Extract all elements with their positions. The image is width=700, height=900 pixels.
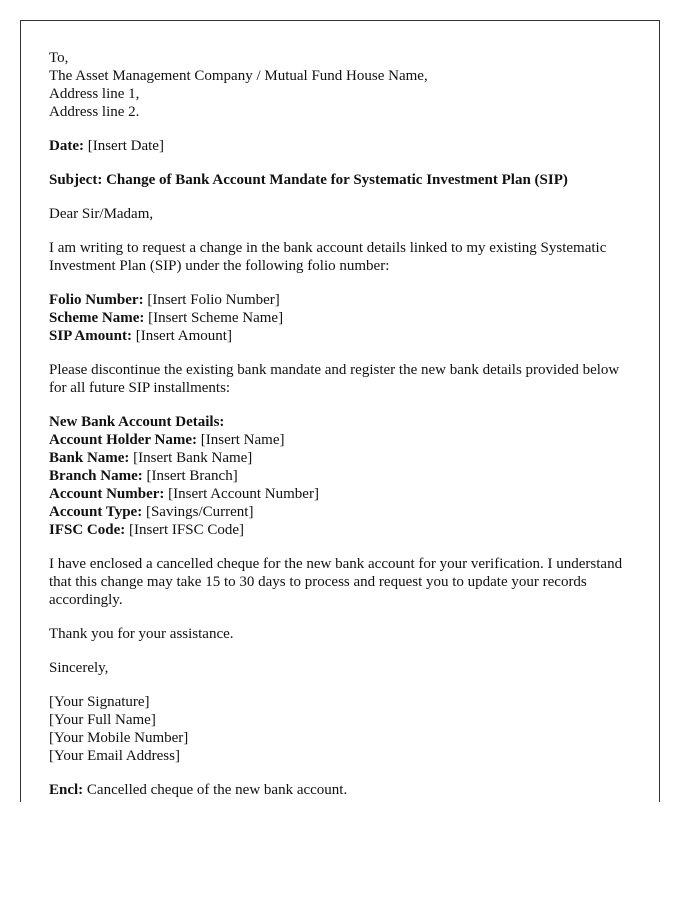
subject-line [49, 171, 631, 189]
greeting: Dear Sir/Madam, [49, 206, 154, 222]
detail-value: [Savings/Current] [142, 504, 254, 520]
detail-label: Folio Number: [49, 292, 144, 308]
bank-details [49, 413, 631, 539]
detail-value: [Insert IFSC Code] [125, 522, 245, 538]
detail-row [49, 309, 631, 327]
detail-row [49, 485, 631, 503]
date-label: Date: [49, 138, 84, 154]
subject-text: Subject: Change of Bank Account Mandate for Systematic Investment Plan (SIP) [49, 172, 568, 188]
date-value: [Insert Date] [83, 138, 164, 154]
detail-row [49, 449, 631, 467]
intro-paragraph: I am writing to request a change in the bank account details linked to my existing Systematic Investment Plan (SIP) under the following folio number: [49, 240, 607, 274]
bank-heading: New Bank Account Details: [49, 414, 225, 430]
thanks-line: Thank you for your assistance. [49, 626, 234, 642]
detail-row [49, 291, 631, 309]
detail-value: [Insert Scheme Name] [144, 310, 284, 326]
detail-label: Account Number: [49, 486, 165, 502]
letter-page [20, 20, 660, 802]
signature-line: [Your Email Address] [49, 748, 180, 764]
detail-value: [Insert Amount] [131, 328, 232, 344]
recipient-block [49, 49, 631, 121]
detail-label: IFSC Code: [49, 522, 126, 538]
signature-line: [Your Full Name] [49, 712, 156, 728]
signature-line: [Your Mobile Number] [49, 730, 189, 746]
detail-row [49, 327, 631, 345]
detail-row [49, 521, 631, 539]
detail-value: [Insert Folio Number] [143, 292, 280, 308]
detail-row [49, 431, 631, 449]
signature-line: [Your Signature] [49, 694, 150, 710]
detail-value: [Insert Account Number] [164, 486, 319, 502]
detail-row [49, 467, 631, 485]
recipient-line: The Asset Management Company / Mutual Fund House Name, [49, 68, 428, 84]
closing-line: Sincerely, [49, 660, 109, 676]
detail-label: Bank Name: [49, 450, 130, 466]
recipient-salutation: To, [49, 50, 69, 66]
request-paragraph: Please discontinue the existing bank mandate and register the new bank details provided below for all future SIP installments: [49, 362, 620, 396]
folio-details [49, 291, 631, 345]
encl-value: Cancelled cheque of the new bank account. [83, 782, 348, 798]
enclosure-paragraph: I have enclosed a cancelled cheque for the new bank account for your verification. I understand that this change may take 15 to 30 days to process and request you to update your records accordingly. [49, 556, 623, 608]
date-line [49, 137, 631, 155]
recipient-line: Address line 1, [49, 86, 140, 102]
detail-value: [Insert Name] [197, 432, 285, 448]
signature-block [49, 693, 631, 765]
detail-value: [Insert Branch] [142, 468, 238, 484]
enclosure-line [49, 781, 631, 799]
detail-label: Account Type: [49, 504, 143, 520]
detail-label: Branch Name: [49, 468, 143, 484]
detail-value: [Insert Bank Name] [129, 450, 253, 466]
recipient-line: Address line 2. [49, 104, 140, 120]
detail-label: Account Holder Name: [49, 432, 198, 448]
detail-row [49, 503, 631, 521]
detail-label: SIP Amount: [49, 328, 132, 344]
detail-label: Scheme Name: [49, 310, 145, 326]
encl-label: Encl: [49, 782, 84, 798]
